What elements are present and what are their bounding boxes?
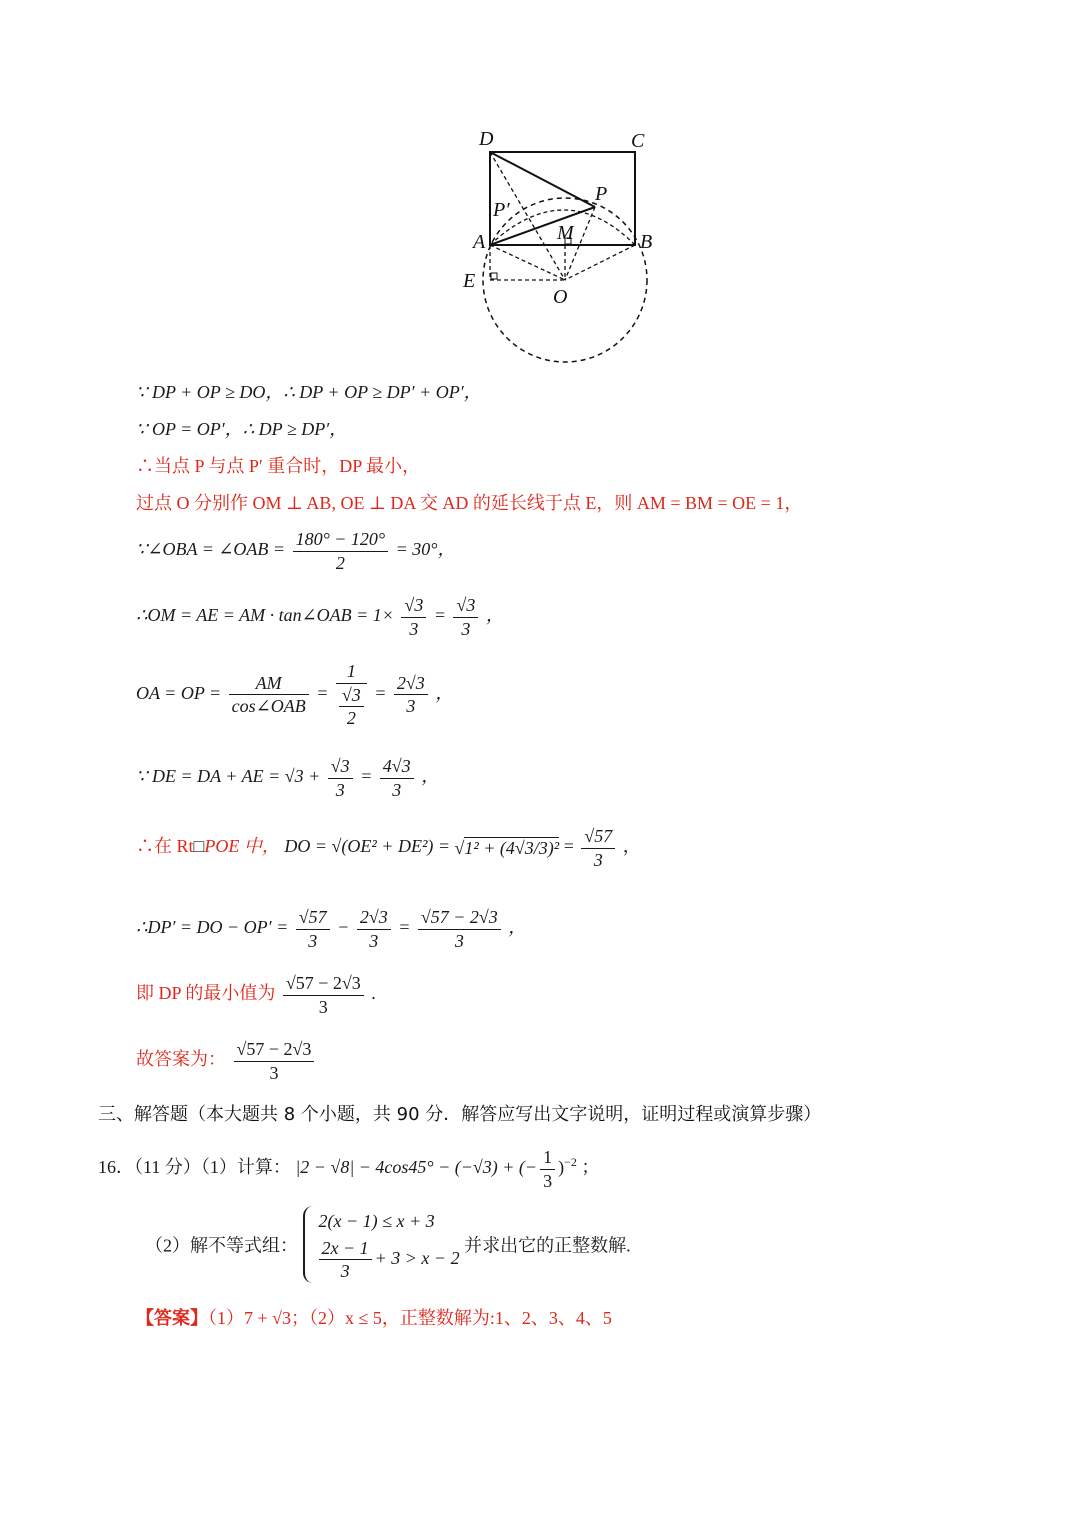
inequality-1: 2(x − 1) ≤ x + 3 [318,1211,435,1231]
fraction [319,1237,372,1283]
numerator: 2x − 1 [319,1237,372,1261]
denominator: 3 [318,996,328,1017]
fraction [229,672,309,718]
sqrt-expression: √1² + (4√3/3)² [454,837,560,858]
text: = [316,682,329,703]
label-p-prime: P′ [493,199,510,221]
numerator: 1 [336,660,367,684]
text: = [374,682,387,703]
text: ∴DP′ = DO − OP′ = [136,917,289,938]
text: = [563,836,574,857]
solution-line-4: 过点 O 分别作 OM ⊥ AB, OE ⊥ DA 交 AD 的延长线于点 E，则 AM = BM = OE = 1， [136,493,803,513]
solution-line-7 [136,660,453,730]
numerator: √57 − 2√3 [283,972,364,996]
fraction [293,528,389,574]
label-p: P [595,183,608,205]
text: . [371,983,376,1004]
numerator: 4√3 [380,755,414,779]
segment-ao [490,245,565,280]
denominator: 3 [454,930,464,951]
numerator: √3 [453,594,478,618]
text: = [433,605,446,626]
numerator: AM [229,672,309,696]
text: OA = OP = [136,682,222,703]
denominator: cos∠OAB [231,696,306,717]
label-c: C [631,130,645,152]
exponent: −2 [564,1155,577,1170]
fraction [328,755,353,801]
fraction [234,1038,315,1084]
fraction [401,594,426,640]
numerator: 1 [540,1146,555,1170]
text: 即 DP 的最小值为 [136,983,276,1004]
solution-line-11 [136,972,376,1018]
denominator: 3 [409,618,419,639]
solution-line-2: ∵ OP = OP′，∴ DP ≥ DP′， [136,419,348,439]
solution-line-12 [136,1038,317,1084]
triangle-symbol: □ [193,836,205,857]
text: ， [508,917,527,938]
fraction [540,1146,555,1192]
compound-fraction [336,660,367,730]
solution-line-6 [136,594,504,640]
text: POE 中， [204,836,280,857]
solution-line-10 [136,906,526,952]
denominator: 3 [392,779,402,800]
denominator [336,684,367,730]
expression: |2 − √8| − 4cos45° − (−√3) + (− [295,1157,538,1178]
geometry-figure [455,120,675,370]
text: = [398,917,411,938]
text: DO = √(OE² + DE²) = [284,836,450,857]
text: − [337,917,350,938]
question-prefix: 16．（11 分）（1）计算： [98,1157,291,1178]
radicand: 1² + (4√3/3)² [464,837,560,858]
fraction [283,972,364,1018]
question-prefix: （2）解不等式组： [145,1235,298,1256]
text: ； [581,1157,600,1178]
because-symbol: ∵ [136,382,148,402]
denominator: 3 [369,930,379,951]
label-o: O [553,286,568,308]
fraction [357,906,391,952]
fraction [296,906,330,952]
numerator: √57 [296,906,330,930]
numerator: √57 [581,825,615,849]
denominator: 3 [308,930,318,951]
text: ， [435,682,454,703]
inequality-system [303,1206,460,1283]
solution-line-5 [136,528,455,574]
text: ∴在 Rt [136,836,194,857]
denominator: 3 [335,779,345,800]
answer-line [136,1304,612,1330]
fraction [394,672,428,718]
inequality-2 [319,1237,460,1283]
numerator: 180° − 120° [293,528,389,552]
section-header: 三、解答题（本大题共 8 个小题，共 90 分．解答应写出文字说明，证明过程或演算步骤） [98,1104,822,1125]
numerator: √3 [328,755,353,779]
text: ∵ DE = DA + AE = √3 + [136,766,321,787]
label-a: A [473,231,486,253]
numerator: √57 − 2√3 [418,906,501,930]
text: ， [485,605,504,626]
fraction [339,684,364,730]
fraction [453,594,478,640]
denominator: 3 [269,1062,279,1083]
numerator: √3 [339,684,364,708]
numerator: 2√3 [357,906,391,930]
text: ， [421,766,440,787]
text: ∴OM = AE = AM · tan∠OAB = 1× [136,605,394,626]
fraction [418,906,501,952]
label-m: M [557,222,574,244]
label-b: B [640,231,653,253]
fraction [380,755,414,801]
solution-line-3: ∴当点 P 与点 P′ 重合时，DP 最小， [136,456,421,476]
denominator: 3 [593,849,603,870]
text: + 3 > x − 2 [374,1247,460,1268]
answer-label: 【答案】 [136,1308,208,1328]
text: ∵∠OBA = ∠OAB = [136,539,286,560]
answer-text: （1）7 + √3；（2）x ≤ 5，正整数解为:1、2、3、4、5 [208,1308,612,1328]
question-16-part2 [145,1206,631,1283]
brace [303,1206,315,1283]
solution-line-1 [136,378,482,404]
label-e: E [463,270,476,292]
numerator: √3 [401,594,426,618]
denominator: 2 [346,708,356,728]
text: ， [622,836,641,857]
text: ) [558,1157,565,1178]
text: = 30°， [395,539,456,560]
denominator: 2 [335,552,345,573]
denominator: 3 [461,618,471,639]
text: DP + OP ≥ DO，∴ DP + OP ≥ DP′ + OP′， [151,382,482,402]
denominator: 3 [340,1261,350,1282]
solution-line-9 [136,825,641,871]
numerator: 2√3 [394,672,428,696]
text: 故答案为： [136,1049,226,1070]
text: = [360,766,373,787]
denominator: 3 [543,1170,553,1191]
denominator: 3 [406,696,416,717]
numerator: √57 − 2√3 [234,1038,315,1062]
label-d: D [479,128,494,150]
solution-line-8 [136,755,439,801]
question-16-part1 [98,1146,599,1192]
text: 并求出它的正整数解. [464,1235,631,1256]
fraction [581,825,615,871]
segment-bo [565,245,635,280]
right-angle-e [491,273,497,279]
